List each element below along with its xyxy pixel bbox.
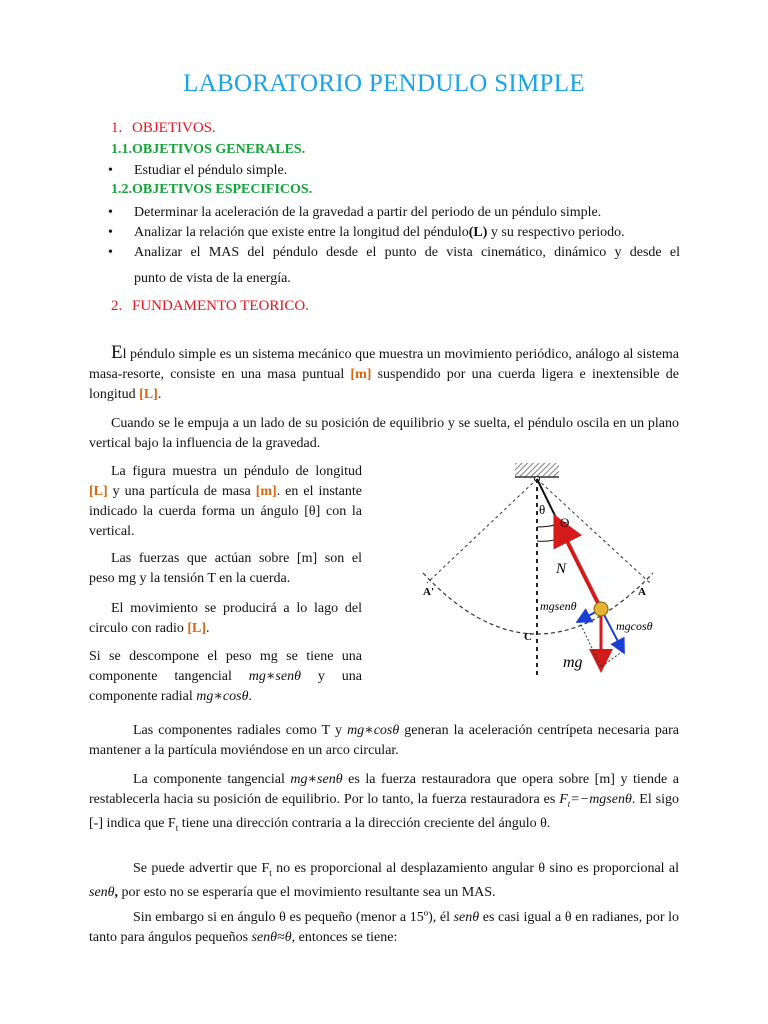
paragraph-movimiento: El movimiento se producirá a lo lago del circulo con radio [L]. — [89, 601, 362, 636]
c-label: C — [524, 631, 532, 643]
list-item: • Analizar la relación que existe entre la longitud del péndulo(L) y su respectivo periodo. — [110, 223, 625, 243]
section-label: FUNDAMENTO TEORICO. — [132, 298, 309, 314]
list-item: • Determinar la aceleración de la gravedad a partir del periodo de un péndulo simple. — [110, 203, 601, 223]
section-number: 1. — [111, 120, 123, 136]
pendulum-bob — [594, 602, 608, 616]
list-item: • Estudiar el péndulo simple. — [110, 161, 287, 181]
mg-label: mg — [563, 654, 583, 671]
extreme-right-line — [537, 479, 650, 583]
paragraph-tangencial: La componente tangencial mg∗senθ es la fuerza restauradora que opera sobre [m] y tiende a restablecerla hacia su posición de equilibrio. Por lo tanto, la fuerza restauradora es $F_t=-mgsen\theta$. El sigo [-] indica que $F_t$ tiene una dirección contraria a la dirección creciente del ángulo θ. — [89, 772, 679, 833]
page-title: LABORATORIO PENDULO SIMPLE — [183, 70, 585, 97]
paragraph-empuja: Cuando se le empuja a un lado de su posición de equilibrio y se suelta, el péndulo oscila en un plano vertical bajo la influencia de la gravedad. — [89, 416, 679, 451]
pendulum-figure — [405, 455, 680, 690]
theta-label-2: Θ — [560, 515, 570, 530]
ceiling-support — [515, 463, 559, 477]
section-label: OBJETIVOS. — [132, 120, 216, 136]
list-item-continuation: punto de vista de la energía. — [134, 271, 291, 286]
mgcos-label: mgcosθ — [616, 619, 653, 633]
extreme-left-line — [427, 479, 537, 583]
paragraph-pequeno: Sin embargo si en ángulo θ es pequeño (menor a 15º), él senθ es casi igual a θ en radianes, por lo tanto para ángulos pequeños senθ≈θ, entonces se tiene: — [89, 910, 680, 945]
section-heading-objetivos — [111, 120, 216, 137]
section-number: 2. — [111, 298, 123, 314]
a-label: A — [638, 586, 646, 598]
subheading-especificos: 1.2.OBJETIVOS ESPECIFICOS. — [111, 182, 313, 197]
paragraph-figura: La figura muestra un péndulo de longitud [L] y una partícula de masa [m]. en el instante indicado la cuerda forma un ángulo [θ] con la vertical. — [89, 464, 362, 539]
paragraph-fuerzas: Las fuerzas que actúan sobre [m] son el peso mg y la tensión T en la cuerda. — [89, 551, 362, 586]
paragraph-descompone: Si se descompone el peso mg se tiene una componente tangencial mg∗senθ y una componente radial mg∗cosθ. — [89, 649, 362, 704]
paragraph-intro: El péndulo simple es un sistema mecánico que muestra un movimiento periódico, análogo al sistema masa-resorte, consiste en una masa puntual [m] suspendido por una cuerda ligera e inextensible de longitud [L]. — [89, 342, 679, 402]
theta-label: θ — [539, 502, 546, 517]
a-prime-label: A' — [423, 586, 434, 598]
paragraph-radiales: Las componentes radiales como T y mg∗cosθ generan la aceleración centrípeta necesaria para mantener a la partícula moviéndose en un arco circular. — [89, 723, 680, 758]
list-item: • Analizar el MAS del péndulo desde el punto de vista cinemático, dinámico y desde el — [110, 243, 680, 263]
paragraph-proporcional: Se puede advertir que $F_t$ no es proporcional al desplazamiento angular θ sino es proporcional al senθ, por esto no se esperaría que el movimiento resultante sea un MAS. — [89, 861, 679, 900]
n-label: N — [556, 561, 567, 577]
mgsen-label: mgsenθ — [540, 599, 577, 613]
section-heading-fundamento — [111, 298, 309, 315]
drop-letter: E — [111, 342, 123, 363]
subheading-generales: 1.1.OBJETIVOS GENERALES. — [111, 142, 306, 157]
